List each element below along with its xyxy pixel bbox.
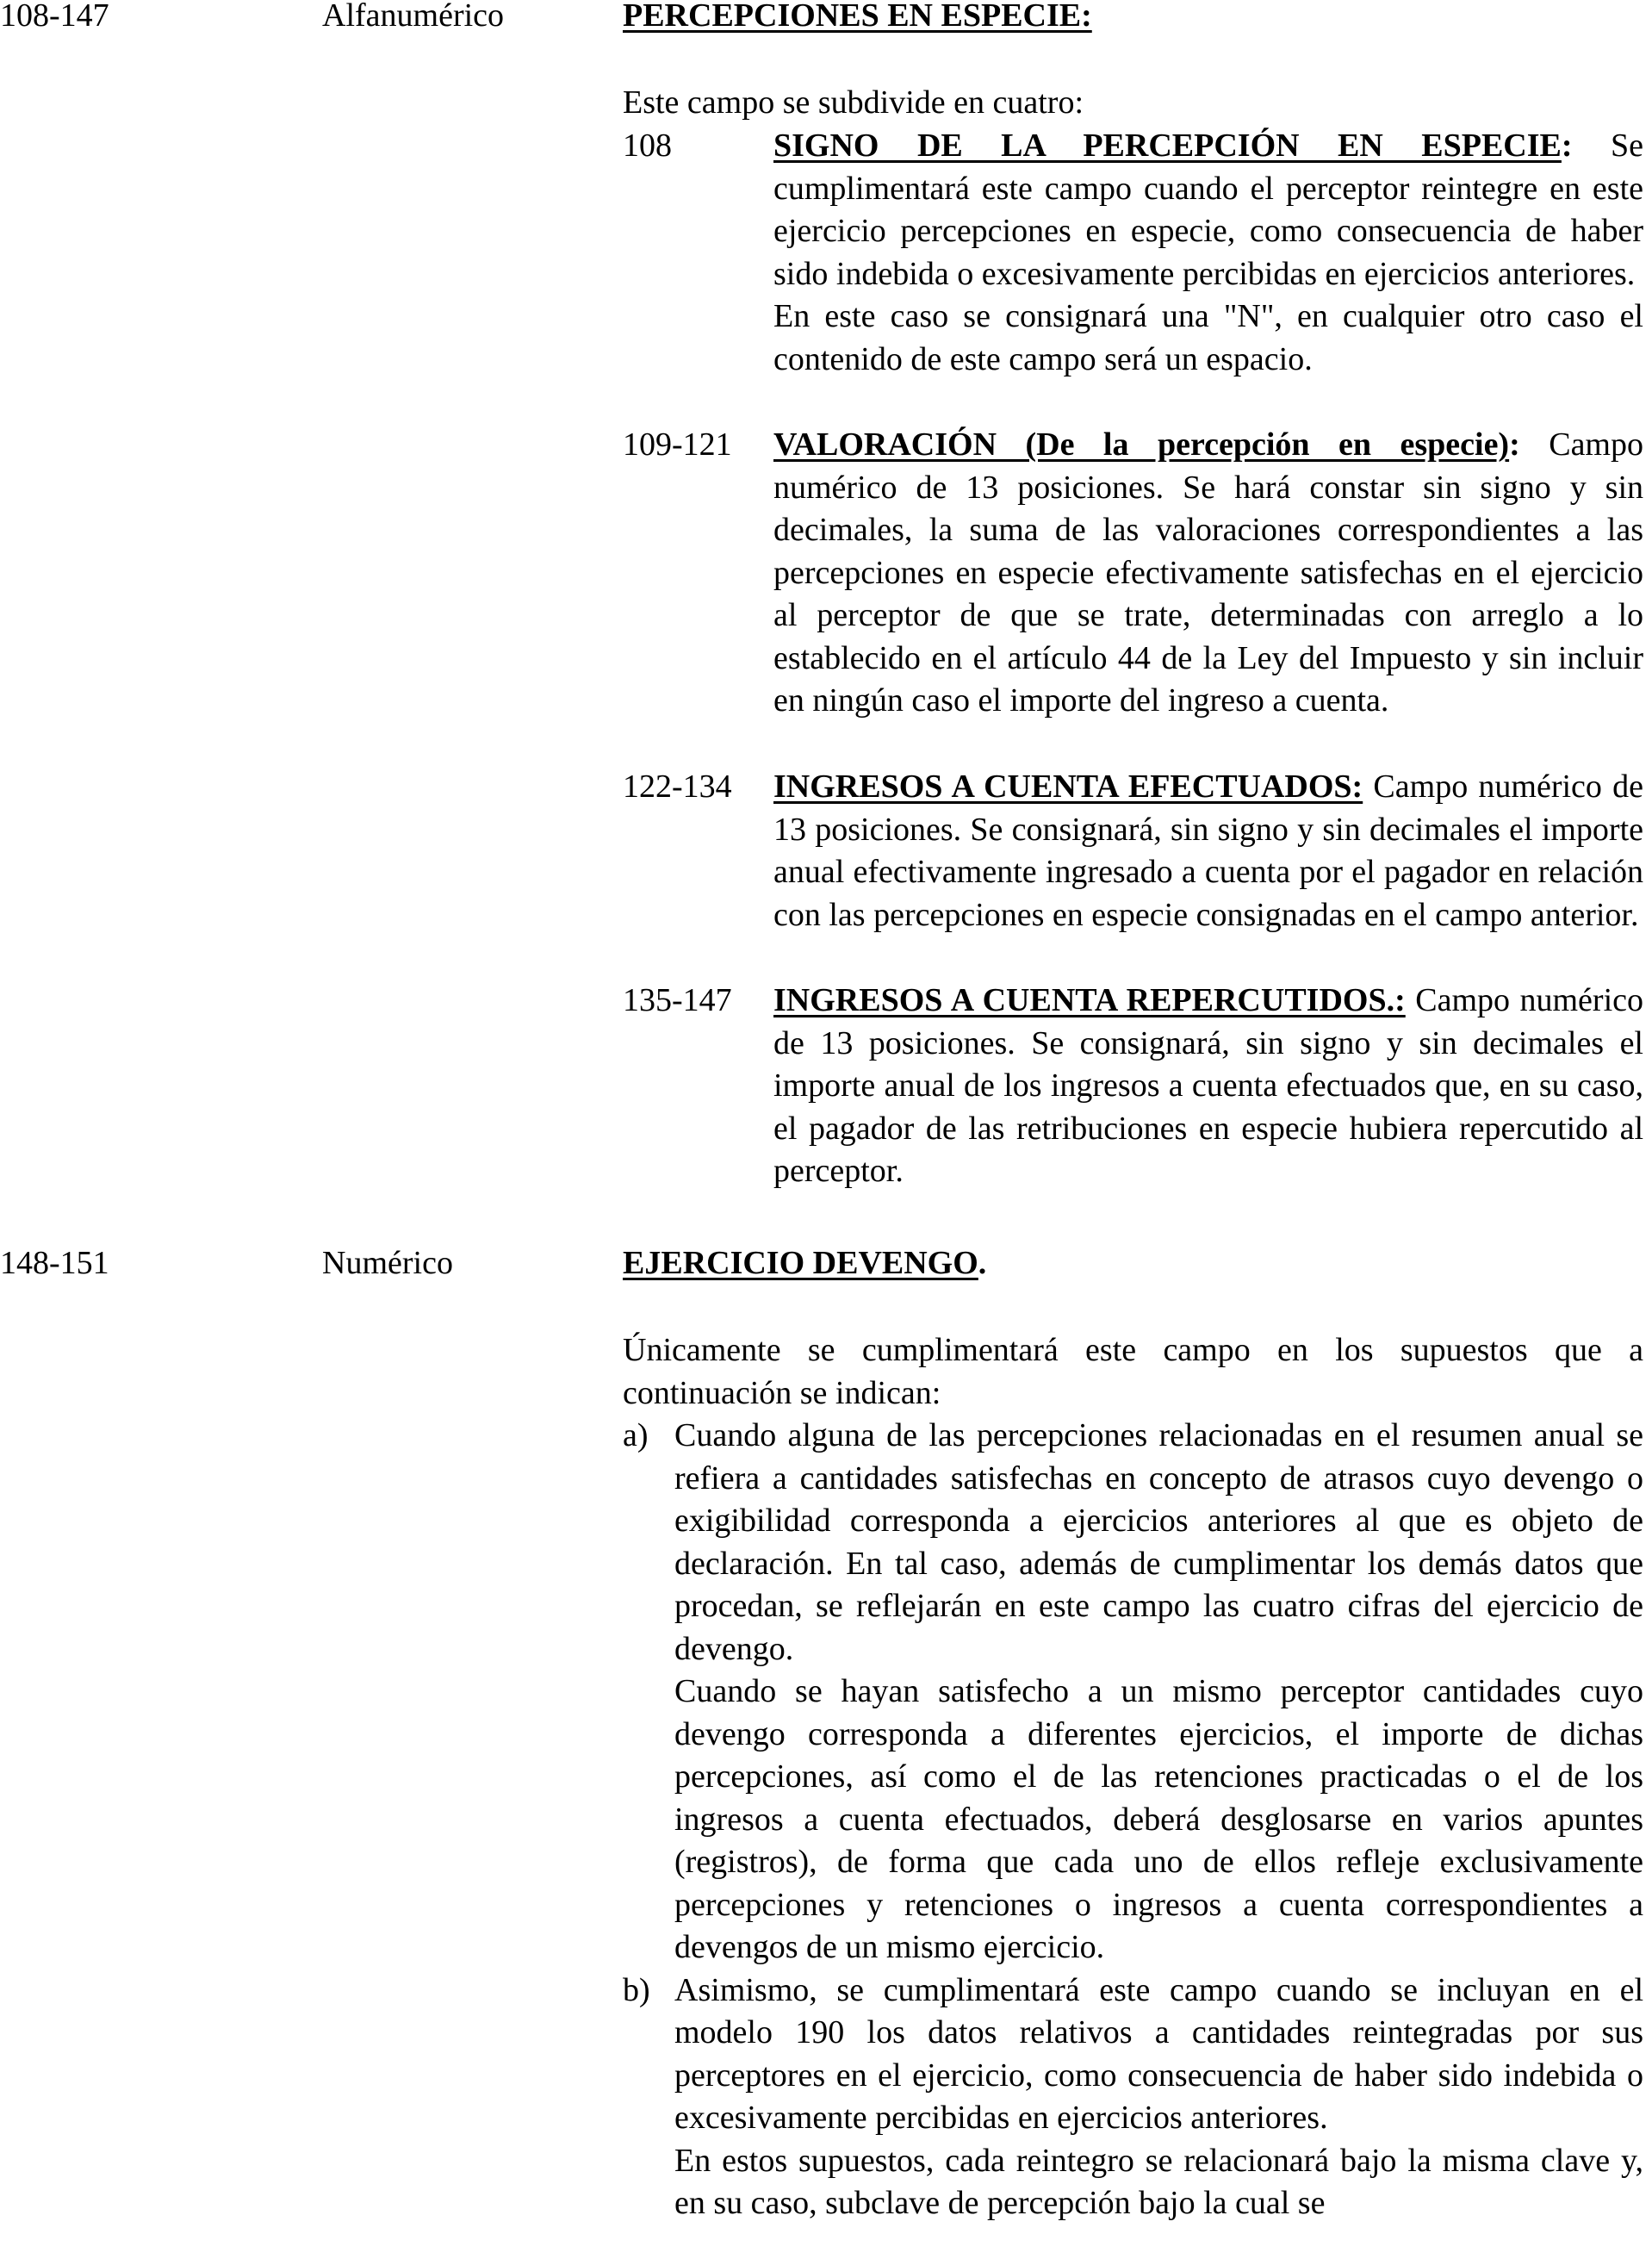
subfield-text: Campo numérico de 13 posiciones. Se hará constar sin signo y sin decimales, la suma de las valoraciones correspondientes a las percepciones en especie efectivamente satisfechas en el ejercicio al perceptor de que se trate, determinadas con arreglo a lo establecido en el artículo 44 de la Ley del Impuesto y sin incluir en ningún caso el importe del ingreso a cuenta. xyxy=(773,426,1643,719)
subfield-heading-colon: : xyxy=(1561,128,1573,164)
field-positions: 108-147 xyxy=(0,0,109,34)
subfield-heading: INGRESOS A CUENTA EFECTUADOS: xyxy=(773,768,1363,805)
list-item-text: Cuando se hayan satisfecho a un mismo perceptor cantidades cuyo devengo corresponda a diferentes ejercicios, el importe de dichas percepciones, así como el de las retenciones practicadas o el de los ingresos a cuenta efectuados, deberá desglosarse en varios apuntes (registros), de forma que cada uno de ellos refleje exclusivamente percepciones y retenciones o ingresos a cuenta correspondientes a devengos de un mismo ejercicio. xyxy=(674,1673,1643,1965)
field-type: Numérico xyxy=(322,1245,453,1281)
field-body xyxy=(623,1329,1643,2225)
subfield-heading: INGRESOS A CUENTA REPERCUTIDOS.: xyxy=(773,982,1406,1018)
subfield-text: Campo numérico de 13 posiciones. Se consignará, sin signo y sin decimales el importe anual de los ingresos a cuenta efectuados que, en su caso, el pagador de las retribuciones en especie hubiera repercutido al perceptor. xyxy=(773,982,1643,1189)
field-positions: 148-151 xyxy=(0,1245,109,1281)
list-item-text: Asimismo, se cumplimentará este campo cuando se incluyan en el modelo 190 los datos relativos a cantidades reintegradas por sus perceptores en el ejercicio, como consecuencia de haber sido indebida o excesivamente percibidas en ejercicios anteriores. xyxy=(674,1971,1643,2136)
subfield-code: 108 xyxy=(623,128,672,164)
subfield-heading-colon: : xyxy=(1509,426,1520,463)
subfield-heading: VALORACIÓN (De la percepción en especie) xyxy=(773,426,1510,463)
subfield-note: En este caso se consignará una "N", en cualquier otro caso el contenido de este campo será un espacio. xyxy=(773,298,1643,377)
subfield-109-121 xyxy=(623,424,1643,723)
list-item xyxy=(623,1415,1643,1969)
subfield-text: Se cumplimentará este campo cuando el perceptor reintegre en este ejercicio percepciones en especie, como consecuencia de haber sido indebida o excesivamente percibidas en ejercicios anteriores. xyxy=(773,128,1644,292)
subfield-108 xyxy=(623,125,1643,381)
field-intro: Únicamente se cumplimentará este campo en los supuestos que a continuación se indican: xyxy=(623,1332,1643,1411)
list-item-text: Cuando alguna de las percepciones relacionadas en el resumen anual se refiera a cantidades satisfechas en concepto de atrasos cuyo devengo o exigibilidad corresponda a ejercicios anteriores al que es objeto de declaración. En tal caso, además de cumplimentar los demás datos que procedan, se reflejarán en este campo las cuatro cifras del ejercicio de devengo. xyxy=(674,1417,1643,1667)
subfield-heading: SIGNO DE LA PERCEPCIÓN EN ESPECIE xyxy=(773,128,1562,164)
field-title-period: . xyxy=(978,1245,987,1281)
field-title: PERCEPCIONES EN ESPECIE: xyxy=(623,0,1092,34)
field-intro: Este campo se subdivide en cuatro: xyxy=(623,84,1084,121)
field-title xyxy=(623,1242,986,1285)
field-type: Alfanumérico xyxy=(322,0,505,34)
subfield-code: 109-121 xyxy=(623,426,732,463)
list-item-text: En estos supuestos, cada reintegro se relacionará bajo la misma clave y, en su caso, subclave de percepción bajo la cual se xyxy=(674,2142,1643,2221)
subfield-text: Campo numérico de 13 posiciones. Se consignará, sin signo y sin decimales el importe anual efectivamente ingresado a cuenta por el pagador en relación con las percepciones en especie consignadas en el campo anterior. xyxy=(773,768,1644,933)
list-item xyxy=(623,1969,1643,2225)
field-title-text: EJERCICIO DEVENGO xyxy=(623,1245,978,1281)
list-item-letter: a) xyxy=(623,1417,649,1453)
subfield-code: 122-134 xyxy=(623,768,732,805)
subfield-135-147 xyxy=(623,980,1643,1193)
subfield-122-134 xyxy=(623,766,1643,936)
subfield-code: 135-147 xyxy=(623,982,732,1018)
list-item-letter: b) xyxy=(623,1971,650,2008)
